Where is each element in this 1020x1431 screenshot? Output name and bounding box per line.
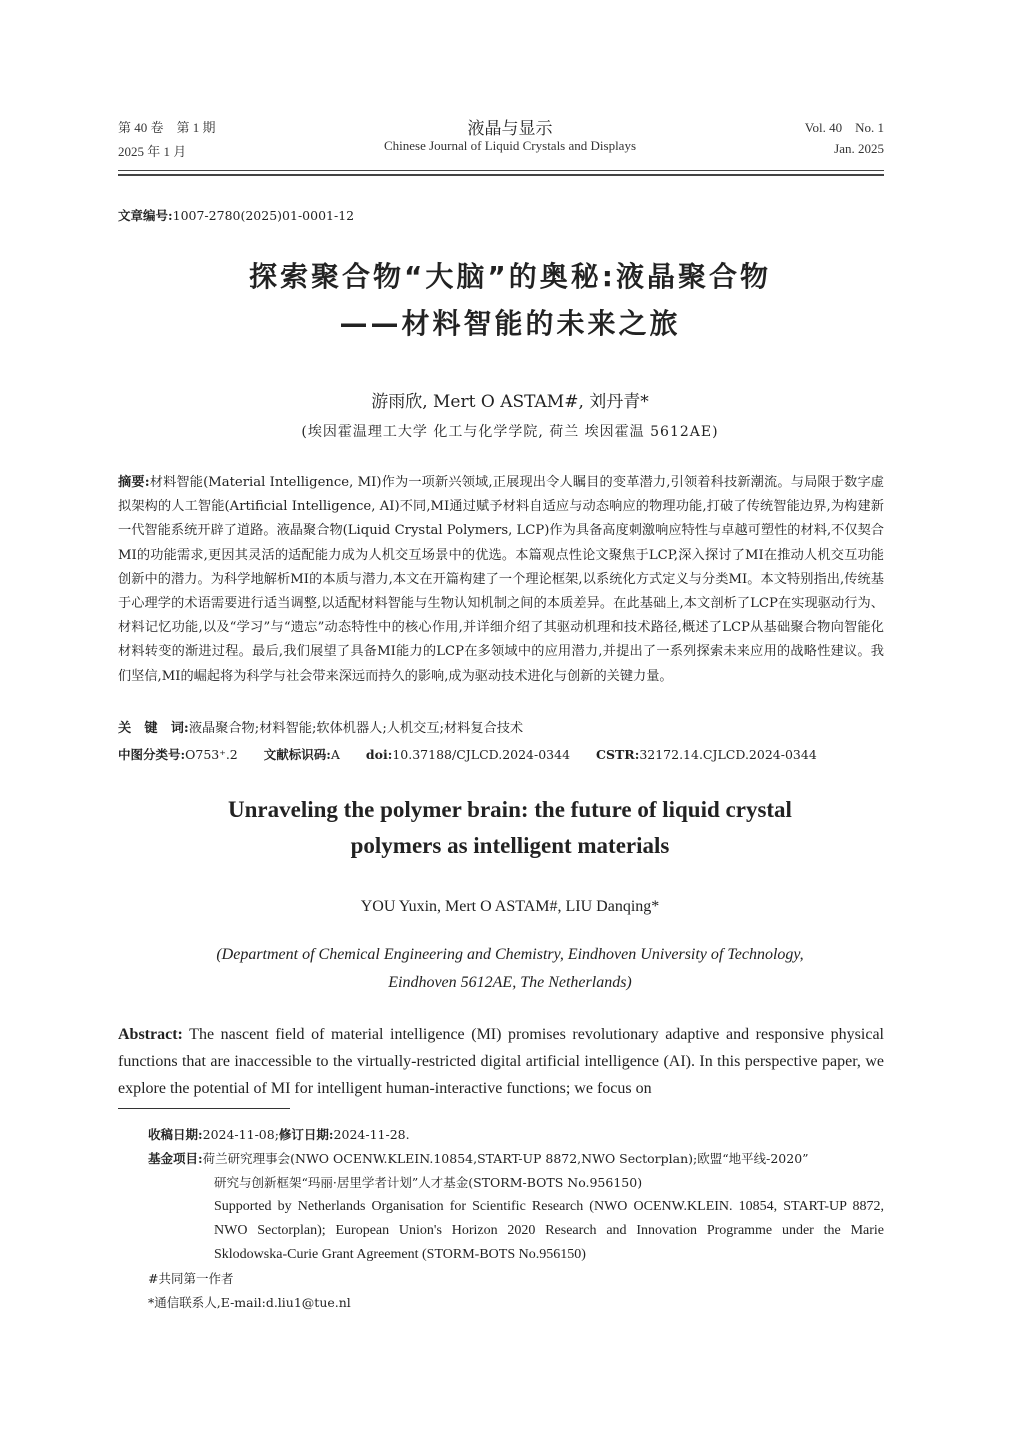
doc-code-label: 文献标识码: xyxy=(263,747,331,762)
revised-date: 2024-11-28. xyxy=(333,1127,410,1142)
keywords-label: 关 键 词: xyxy=(118,721,189,736)
affiliation-en-line2: Eindhoven 5612AE, The Netherlands) xyxy=(388,974,632,991)
volume-issue-cn: 第 40 卷 第 1 期 xyxy=(118,120,216,135)
journal-name-cn: 液晶与显示 xyxy=(467,119,553,139)
footnotes xyxy=(148,1123,884,1315)
fund-cn-2: 研究与创新框架“玛丽·居里学者计划”人才基金(STORM-BOTS No.956150) xyxy=(214,1175,643,1190)
header-rule-thick xyxy=(118,174,884,176)
header-rule xyxy=(118,170,884,171)
abstract-cn xyxy=(118,471,884,689)
dates-line xyxy=(148,1123,884,1147)
abstract-en xyxy=(118,1021,884,1102)
co-first-author-note: #共同第一作者 xyxy=(148,1271,234,1286)
volume-issue-en: Vol. 40 No. 1 xyxy=(804,120,884,135)
title-cn-line1: 探索聚合物“大脑”的奥秘:液晶聚合物 xyxy=(248,260,771,293)
affiliation-cn: (埃因霍温理工大学 化工与化学学院, 荷兰 埃因霍温 5612AE) xyxy=(301,424,719,440)
revised-label: 修订日期: xyxy=(278,1127,334,1142)
title-cn-line2: ——材料智能的未来之旅 xyxy=(339,307,681,340)
date-en: Jan. 2025 xyxy=(834,141,884,156)
clc-label: 中图分类号: xyxy=(118,747,186,762)
corresponding-author-note: *通信联系人,E-mail:d.liu1@tue.nl xyxy=(148,1295,351,1310)
date-cn: 2025 年 1 月 xyxy=(118,144,187,159)
fund-cn-1: 荷兰研究理事会(NWO OCENW.KLEIN.10854,START-UP 8872,NWO Sectorplan);欧盟“地平线-2020” xyxy=(202,1151,809,1166)
cstr-label: CSTR: xyxy=(596,747,640,762)
received-label: 收稿日期: xyxy=(148,1127,203,1142)
article-number xyxy=(118,206,354,224)
authors-cn: 游雨欣, Mert O ASTAM#, 刘丹青* xyxy=(371,392,649,412)
classification-line xyxy=(118,745,884,763)
cstr-value: 32172.14.CJLCD.2024-0344 xyxy=(639,747,817,762)
fund-line xyxy=(148,1147,884,1171)
journal-name-en: Chinese Journal of Liquid Crystals and Displays xyxy=(383,138,637,153)
title-en-line2: polymers as intelligent materials xyxy=(350,833,670,858)
title-en-line1: Unraveling the polymer brain: the future of liquid crystal xyxy=(228,797,792,822)
abstract-en-label: Abstract: xyxy=(118,1026,183,1043)
authors-en: YOU Yuxin, Mert O ASTAM#, LIU Danqing* xyxy=(360,898,660,915)
footnote-rule xyxy=(118,1108,290,1109)
abstract-cn-text: 材料智能(Material Intelligence, MI)作为一项新兴领域,正展现出令人瞩目的变革潜力,引领着科技新潮流。与局限于数字虚拟架构的人工智能(Artificial Intelligence, AI)不同,MI通过赋予材料自适应与动态响应的物理功能,打破了传统智能边界,为构建新一代智能系统开辟了道路。液晶聚合物(Liquid Crystal Polymers, LCP)作为具备高度刺激响应特性与卓越可塑性的材料,不仅契合MI的功能需求,更因其灵活的适配能力成为人机交互场景中的优选。本篇观点性论文聚焦于LCP,深入探讨了MI在推动人机交互功能创新中的潜力。为科学地解析MI的本质与潜力,本文在开篇构建了一个理论框架,以系统化方式定义与分类MI。本文特别指出,传统基于心理学的术语需要进行适当调整,以适配材料智能与生物认知机制之间的本质差异。在此基础上,本文剖析了LCP在实现驱动行为、材料记忆功能,以及“学习”与“遗忘”动态特性中的核心作用,并详细介绍了其驱动机理和技术路径,概述了LCP从基础聚合物向智能化材料转变的渐进过程。最后,我们展望了具备MI能力的LCP在多领域中的应用潜力,并提出了一系列探索未来应用的战略性建议。我们坚信,MI的崛起将为科学与社会带来深远而持久的影响,成为驱动技术进化与创新的关键力量。 xyxy=(118,475,884,684)
article-number-value: 1007-2780(2025)01-0001-12 xyxy=(172,208,355,223)
received-date: 2024-11-08; xyxy=(202,1127,279,1142)
fund-label: 基金项目: xyxy=(148,1151,203,1166)
doc-code-value: A xyxy=(330,747,340,762)
doi-label: doi: xyxy=(365,747,393,762)
fund-en: Supported by Netherlands Organisation for Scientific Research (NWO OCENW.KLEIN. 10854, START-UP 8872, NWO Sectorplan); European Union's Horizon 2020 Research and Innovation Programme under the Marie Sklodowska-Curie Grant Agreement (STORM-BOTS No.956150) xyxy=(214,1199,884,1262)
clc-value: O753⁺.2 xyxy=(185,747,238,762)
keywords-text: 液晶聚合物;材料智能;软体机器人;人机交互;材料复合技术 xyxy=(188,721,524,736)
affiliation-en-line1: (Department of Chemical Engineering and Chemistry, Eindhoven University of Technology, xyxy=(216,946,804,963)
abstract-en-text: The nascent field of material intelligence (MI) promises revolutionary adaptive and responsive physical functions that are inaccessible to the virtually-restricted digital artificial intelligence (AI). In this perspective paper, we explore the potential of MI for intelligent human-interactive functions; we focus on xyxy=(118,1026,884,1097)
doi-value[interactable]: 10.37188/CJLCD.2024-0344 xyxy=(392,747,571,762)
abstract-cn-label: 摘要: xyxy=(118,475,150,490)
article-number-label: 文章编号: xyxy=(118,208,173,223)
keywords-cn xyxy=(118,717,884,741)
